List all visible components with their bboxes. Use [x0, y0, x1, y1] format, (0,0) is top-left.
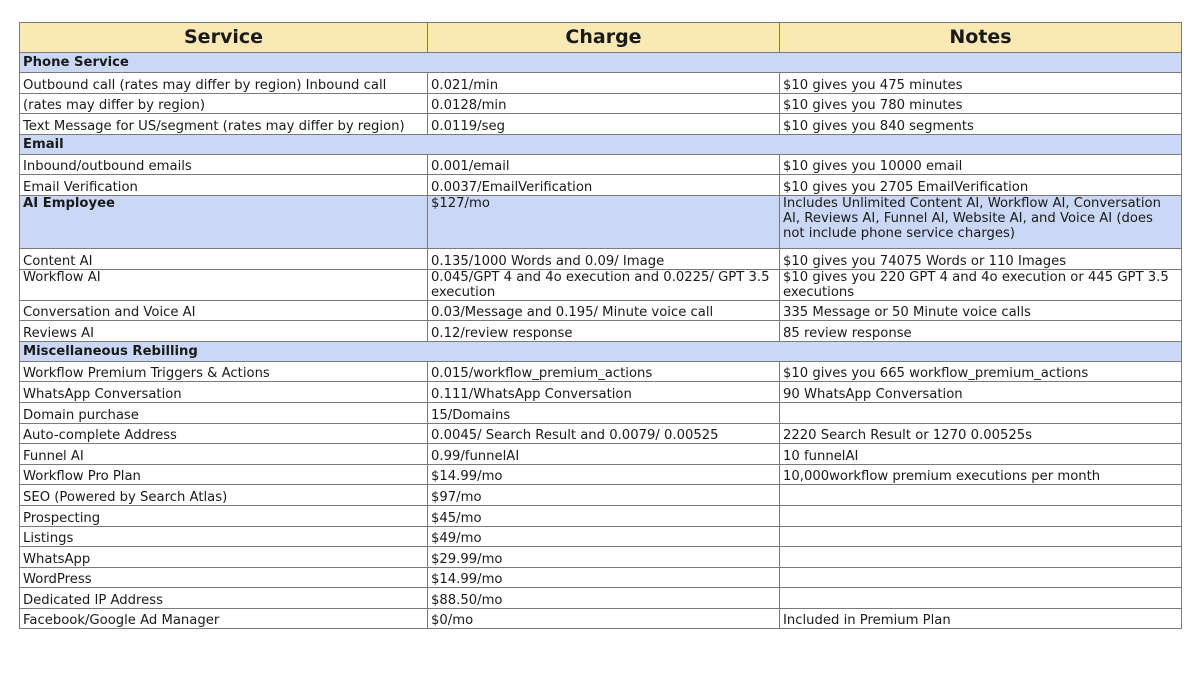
- table-row: [20, 195, 1182, 248]
- notes-cell: $10 gives you 840 segments: [780, 114, 1182, 135]
- notes-cell: 2220 Search Result or 1270 0.00525s: [780, 423, 1182, 444]
- table-row: [20, 361, 1182, 382]
- table-row: [20, 423, 1182, 444]
- charge-cell: 0.12/review response: [428, 321, 780, 342]
- notes-cell: 10,000workflow premium executions per month: [780, 464, 1182, 485]
- charge-cell: 0.111/WhatsApp Conversation: [428, 382, 780, 403]
- notes-cell: Included in Premium Plan: [780, 608, 1182, 629]
- pricing-table-container: [19, 22, 1181, 629]
- table-row: [20, 402, 1182, 423]
- notes-cell: Includes Unlimited Content AI, Workflow AI, Conversation AI, Reviews AI, Funnel AI, Website AI, and Voice AI (does not include phone service charges): [780, 195, 1182, 248]
- notes-cell: 90 WhatsApp Conversation: [780, 382, 1182, 403]
- service-cell: Workflow Premium Triggers & Actions: [20, 361, 428, 382]
- charge-cell: 0.0045/ Search Result and 0.0079/ 0.00525: [428, 423, 780, 444]
- charge-cell: 0.135/1000 Words and 0.09/ Image: [428, 248, 780, 269]
- table-row: [20, 526, 1182, 547]
- service-cell: Listings: [20, 526, 428, 547]
- service-cell: Text Message for US/segment (rates may differ by region): [20, 114, 428, 135]
- service-cell: Email Verification: [20, 175, 428, 196]
- charge-cell: 0.99/funnelAI: [428, 444, 780, 465]
- table-row: [20, 154, 1182, 175]
- service-cell: WordPress: [20, 567, 428, 588]
- table-row: [20, 588, 1182, 609]
- table-row: [20, 547, 1182, 568]
- table-row: [20, 444, 1182, 465]
- table-row: [20, 73, 1182, 94]
- header-service: Service: [20, 23, 428, 53]
- charge-cell: $88.50/mo: [428, 588, 780, 609]
- notes-cell: 85 review response: [780, 321, 1182, 342]
- service-cell: Prospecting: [20, 505, 428, 526]
- notes-cell: $10 gives you 665 workflow_premium_actions: [780, 361, 1182, 382]
- service-cell: SEO (Powered by Search Atlas): [20, 485, 428, 506]
- notes-cell: $10 gives you 10000 email: [780, 154, 1182, 175]
- section-header-row: [20, 53, 1182, 73]
- service-cell: AI Employee: [20, 195, 428, 248]
- table-row: [20, 300, 1182, 321]
- table-row: [20, 269, 1182, 300]
- table-row: [20, 505, 1182, 526]
- charge-cell: $127/mo: [428, 195, 780, 248]
- table-header-row: [20, 23, 1182, 53]
- notes-cell: 10 funnelAI: [780, 444, 1182, 465]
- service-cell: Outbound call (rates may differ by region) Inbound call: [20, 73, 428, 94]
- service-cell: Auto-complete Address: [20, 423, 428, 444]
- notes-cell: $10 gives you 475 minutes: [780, 73, 1182, 94]
- notes-cell: 335 Message or 50 Minute voice calls: [780, 300, 1182, 321]
- notes-cell: [780, 526, 1182, 547]
- service-cell: (rates may differ by region): [20, 93, 428, 114]
- table-row: [20, 93, 1182, 114]
- service-cell: WhatsApp Conversation: [20, 382, 428, 403]
- pricing-table: [19, 22, 1182, 629]
- notes-cell: $10 gives you 74075 Words or 110 Images: [780, 248, 1182, 269]
- service-cell: Conversation and Voice AI: [20, 300, 428, 321]
- service-cell: Inbound/outbound emails: [20, 154, 428, 175]
- charge-cell: $14.99/mo: [428, 464, 780, 485]
- section-header-row: [20, 341, 1182, 361]
- service-cell: Workflow Pro Plan: [20, 464, 428, 485]
- service-cell: Funnel AI: [20, 444, 428, 465]
- service-cell: Dedicated IP Address: [20, 588, 428, 609]
- charge-cell: $49/mo: [428, 526, 780, 547]
- table-row: [20, 114, 1182, 135]
- charge-cell: $97/mo: [428, 485, 780, 506]
- notes-cell: [780, 567, 1182, 588]
- charge-cell: 0.03/Message and 0.195/ Minute voice call: [428, 300, 780, 321]
- notes-cell: [780, 588, 1182, 609]
- charge-cell: $0/mo: [428, 608, 780, 629]
- section-header-row: [20, 134, 1182, 154]
- notes-cell: [780, 485, 1182, 506]
- charge-cell: 0.015/workflow_premium_actions: [428, 361, 780, 382]
- notes-cell: [780, 547, 1182, 568]
- charge-cell: $29.99/mo: [428, 547, 780, 568]
- notes-cell: $10 gives you 780 minutes: [780, 93, 1182, 114]
- header-charge: Charge: [428, 23, 780, 53]
- charge-cell: 0.045/GPT 4 and 4o execution and 0.0225/ GPT 3.5 execution: [428, 269, 780, 300]
- charge-cell: $14.99/mo: [428, 567, 780, 588]
- charge-cell: 15/Domains: [428, 402, 780, 423]
- table-row: [20, 382, 1182, 403]
- service-cell: Reviews AI: [20, 321, 428, 342]
- service-cell: WhatsApp: [20, 547, 428, 568]
- section-title: Phone Service: [20, 53, 1182, 73]
- service-cell: Workflow AI: [20, 269, 428, 300]
- service-cell: Domain purchase: [20, 402, 428, 423]
- table-row: [20, 248, 1182, 269]
- notes-cell: $10 gives you 220 GPT 4 and 4o execution or 445 GPT 3.5 executions: [780, 269, 1182, 300]
- section-title: Email: [20, 134, 1182, 154]
- section-title: Miscellaneous Rebilling: [20, 341, 1182, 361]
- table-body: [20, 53, 1182, 629]
- charge-cell: 0.0119/seg: [428, 114, 780, 135]
- charge-cell: $45/mo: [428, 505, 780, 526]
- service-cell: Facebook/Google Ad Manager: [20, 608, 428, 629]
- charge-cell: 0.0128/min: [428, 93, 780, 114]
- charge-cell: 0.0037/EmailVerification: [428, 175, 780, 196]
- header-notes: Notes: [780, 23, 1182, 53]
- table-row: [20, 608, 1182, 629]
- charge-cell: 0.001/email: [428, 154, 780, 175]
- notes-cell: [780, 402, 1182, 423]
- notes-cell: [780, 505, 1182, 526]
- table-row: [20, 464, 1182, 485]
- table-row: [20, 321, 1182, 342]
- table-row: [20, 567, 1182, 588]
- charge-cell: 0.021/min: [428, 73, 780, 94]
- service-cell: Content AI: [20, 248, 428, 269]
- table-row: [20, 175, 1182, 196]
- table-row: [20, 485, 1182, 506]
- notes-cell: $10 gives you 2705 EmailVerification: [780, 175, 1182, 196]
